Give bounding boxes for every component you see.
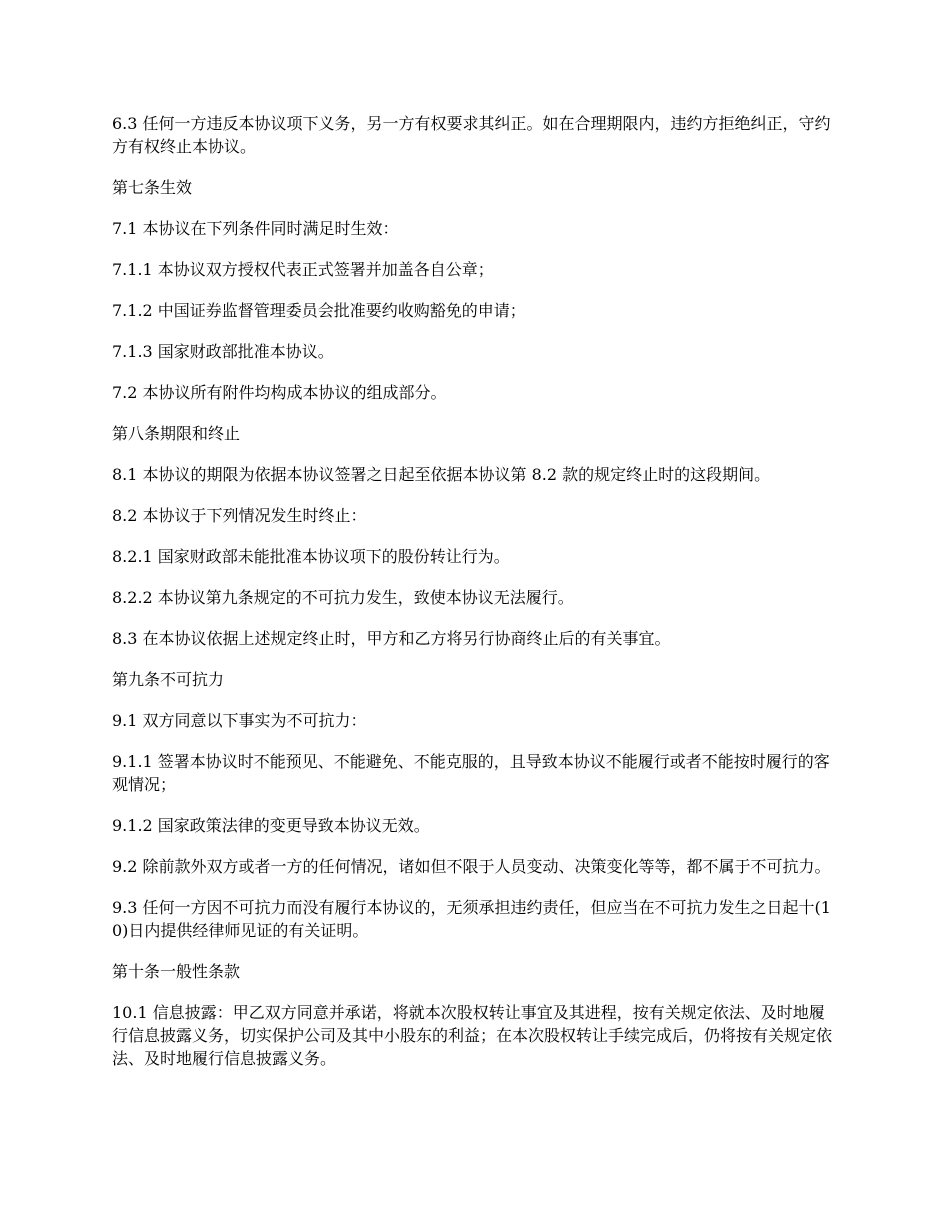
- clause-7-1-2: 7.1.2 中国证券监督管理委员会批准要约收购豁免的申请；: [112, 301, 526, 320]
- clause-9-2: 9.2 除前款外双方或者一方的任何情况，诸如但不限于人员变动、决策变化等等，都不属于不可抗力。: [112, 857, 831, 876]
- article-9-heading: 第九条不可抗力: [112, 670, 225, 689]
- clause-8-1: 8.1 本协议的期限为依据本协议签署之日起至依据本协议第 8.2 款的规定终止时的这段期间。: [112, 465, 771, 484]
- clause-7-1-1: 7.1.1 本协议双方授权代表正式签署并加盖各自公章；: [112, 260, 494, 279]
- clause-7-1: 7.1 本协议在下列条件同时满足时生效：: [112, 219, 399, 238]
- article-10-heading: 第十条一般性条款: [112, 962, 241, 981]
- clause-8-2: 8.2 本协议于下列情况发生时终止：: [112, 506, 367, 525]
- article-7-heading: 第七条生效: [112, 178, 193, 197]
- clause-10-1: 10.1 信息披露：甲乙双方同意并承诺，将就本次股权转让事宜及其进程，按有关规定依法、及时地履行信息披露义务，切实保护公司及其中小股东的利益；在本次股权转让手续完成后，仍将按有关规定依法、及时地履行信息披露义务。: [112, 1003, 833, 1068]
- clause-7-2: 7.2 本协议所有附件均构成本协议的组成部分。: [112, 383, 447, 402]
- clause-8-2-2: 8.2.2 本协议第九条规定的不可抗力发生，致使本协议无法履行。: [112, 588, 574, 607]
- clause-9-1-1: 9.1.1 签署本协议时不能预见、不能避免、不能克服的，且导致本协议不能履行或者不能按时履行的客观情况；: [112, 752, 830, 794]
- clause-9-1-2: 9.1.2 国家政策法律的变更导致本协议无效。: [112, 816, 430, 835]
- clause-9-3: 9.3 任何一方因不可抗力而没有履行本协议的，无须承担违约责任，但应当在不可抗力发生之日起十(10)日内提供经律师见证的有关证明。: [112, 898, 831, 940]
- clause-7-1-3: 7.1.3 国家财政部批准本协议。: [112, 342, 334, 361]
- article-8-heading: 第八条期限和终止: [112, 424, 241, 443]
- clause-9-1: 9.1 双方同意以下事实为不可抗力：: [112, 711, 367, 730]
- clause-8-3: 8.3 在本协议依据上述规定终止时，甲方和乙方将另行协商终止后的有关事宜。: [112, 629, 671, 648]
- clause-8-2-1: 8.2.1 国家财政部未能批准本协议项下的股份转让行为。: [112, 547, 510, 566]
- document-page: [112, 112, 834, 1088]
- clause-6-3: 6.3 任何一方违反本协议项下义务，另一方有权要求其纠正。如在合理期限内，违约方拒绝纠正，守约方有权终止本协议。: [112, 114, 831, 156]
